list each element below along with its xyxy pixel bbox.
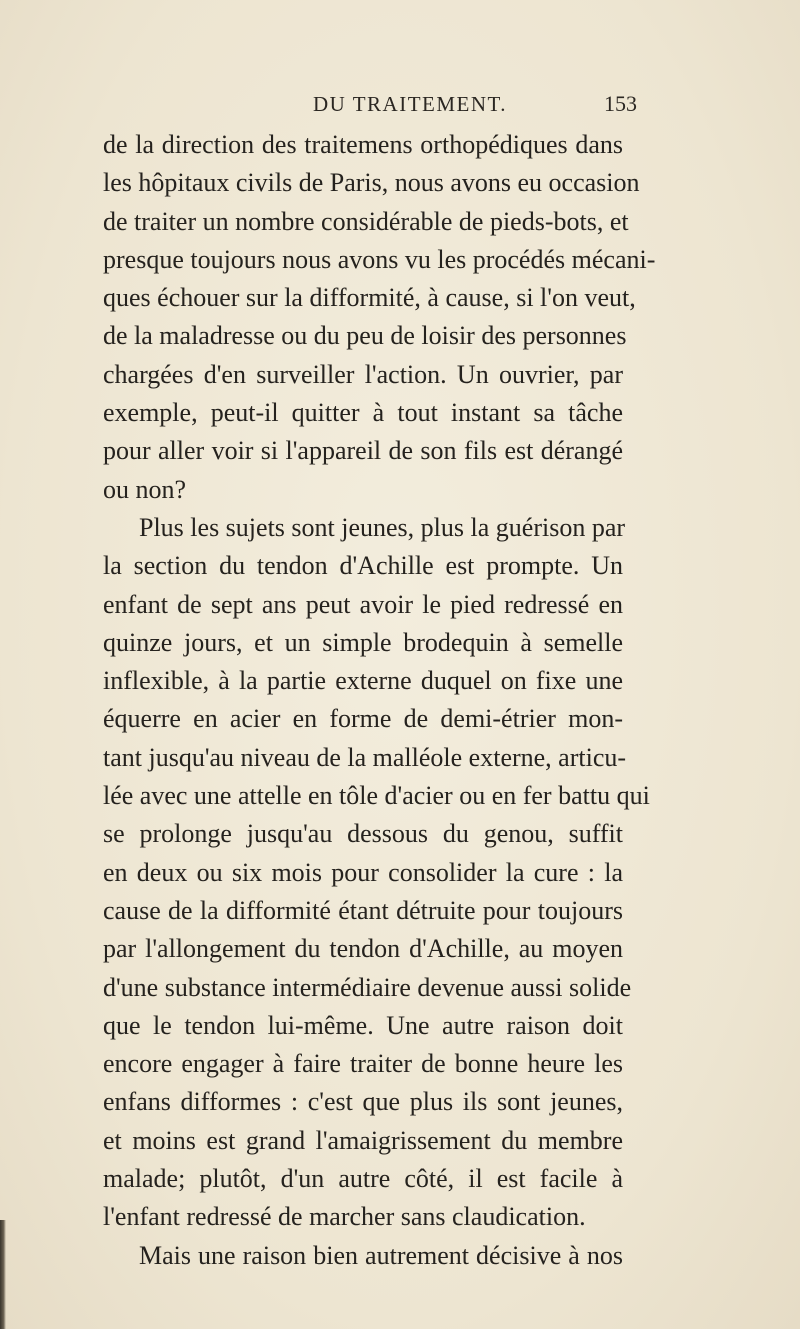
running-title: DU TRAITEMENT. [313,92,508,116]
body-text [103,126,656,1275]
text-line: équerre en acier en forme de demi-étrier mon- [103,704,623,734]
text-line: presque toujours nous avons vu les procédés mécani- [103,244,656,274]
text-line: enfans difformes : c'est que plus ils sont jeunes, [103,1087,623,1117]
text-line: exemple, peut-il quitter à tout instant sa tâche [103,398,623,428]
text-line: la section du tendon d'Achille est prompte. Un [103,551,623,581]
text-line: que le tendon lui-même. Une autre raison doit [103,1010,623,1040]
text-line: enfant de sept ans peut avoir le pied redressé en [103,589,623,619]
text-line: lée avec une attelle en tôle d'acier ou en fer battu qui [103,781,650,811]
text-line: pour aller voir si l'appareil de son fils est dérangé [103,436,623,466]
page-number: 153 [604,91,637,116]
text-line: les hôpitaux civils de Paris, nous avons eu occasion [103,168,640,198]
text-line: chargées d'en surveiller l'action. Un ouvrier, par [103,359,623,389]
text-line: encore engager à faire traiter de bonne heure les [103,1049,623,1079]
page-edge-shadow [0,1220,6,1329]
text-line: de traiter un nombre considérable de pieds-bots, et [103,206,629,236]
text-line: malade; plutôt, d'un autre côté, il est facile à [103,1164,623,1194]
text-line: cause de la difformité étant détruite pour toujours [103,895,623,925]
running-head [0,84,800,124]
text-line: inflexible, à la partie externe duquel on fixe une [103,666,623,696]
text-line: ques échouer sur la difformité, à cause, si l'on veut, [103,283,636,313]
text-line: par l'allongement du tendon d'Achille, au moyen [103,934,623,964]
text-line: se prolonge jusqu'au dessous du genou, suffit [103,819,623,849]
text-line: quinze jours, et un simple brodequin à semelle [103,627,623,657]
text-line: et moins est grand l'amaigrissement du membre [103,1125,623,1155]
text-line: tant jusqu'au niveau de la malléole externe, articu- [103,742,627,772]
text-line: ou non? [103,474,187,504]
text-line: d'une substance intermédiaire devenue aussi solide [103,972,632,1002]
text-line: Mais une raison bien autrement décisive à nos [139,1240,623,1270]
text-line: en deux ou six mois pour consolider la cure : la [103,857,623,887]
text-line: l'enfant redressé de marcher sans claudication. [103,1202,586,1232]
text-line: de la maladresse ou du peu de loisir des personnes [103,321,627,351]
text-line: Plus les sujets sont jeunes, plus la guérison par [139,512,626,542]
text-line: de la direction des traitemens orthopédiques dans [103,130,623,159]
